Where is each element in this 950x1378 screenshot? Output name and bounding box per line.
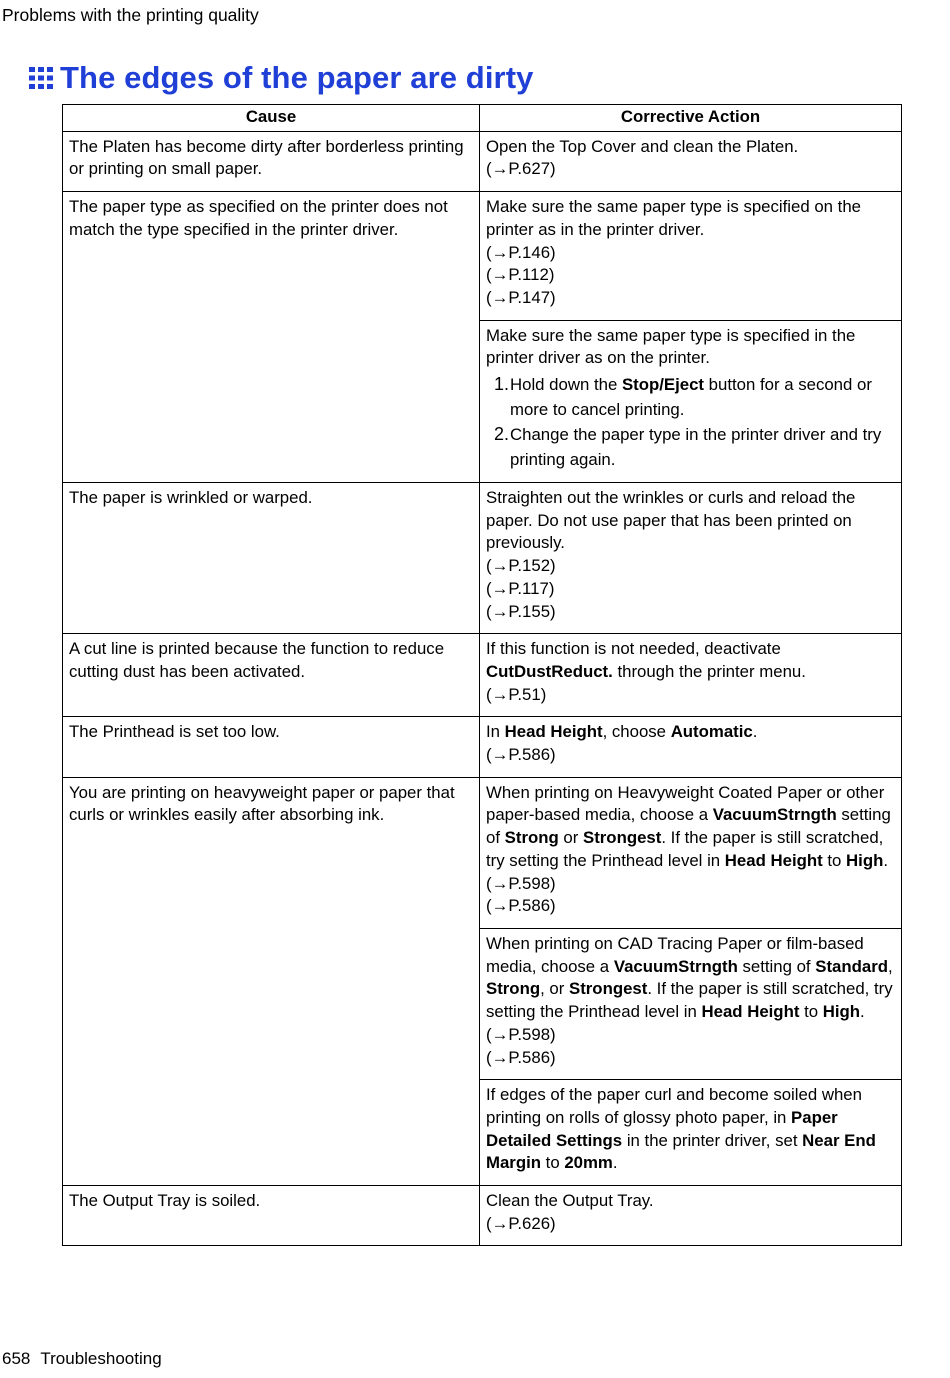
step-text — [510, 372, 895, 422]
text-run: . If the paper is still scratched, try setting the Printhead level in — [486, 828, 884, 870]
text-run: (→P.51) — [486, 684, 547, 704]
corrective-action-cell — [480, 634, 902, 717]
step-number: 2 . — [486, 422, 509, 472]
emphasized-term: Head Height — [724, 850, 823, 870]
corrective-action-cell — [480, 320, 902, 482]
page-reference — [486, 1024, 895, 1047]
text-run: (→P.598) — [486, 1024, 556, 1044]
emphasized-term: Near End Margin — [486, 1130, 876, 1173]
emphasized-term: VacuumStrngth — [712, 805, 837, 825]
page-title: The edges of the paper are dirty — [60, 60, 534, 95]
cause-cell: The paper type as specified on the printer does not match the type specified in the printer driver. — [63, 192, 480, 483]
emphasized-term: Strong — [486, 979, 541, 999]
action-text — [486, 1190, 895, 1213]
corrective-action-cell — [480, 192, 902, 321]
step-number: 1 . — [486, 372, 509, 422]
page-reference — [486, 744, 895, 767]
action-text — [486, 196, 895, 241]
table-header-row — [63, 105, 902, 132]
page-reference — [486, 684, 895, 707]
text-run: , choose — [602, 722, 671, 742]
action-text — [486, 487, 895, 555]
text-run: If this function is not needed, deactivate — [486, 639, 781, 659]
text-run: (→P.147) — [486, 287, 556, 307]
action-text — [486, 638, 895, 683]
text-run: (→P.586) — [486, 1047, 556, 1067]
text-run: Clean the Output Tray. — [486, 1191, 654, 1211]
text-run: (→P.112) — [486, 265, 555, 285]
grid-icon — [28, 66, 54, 90]
text-run: through the printer menu. — [612, 661, 806, 681]
action-text — [486, 325, 895, 370]
page-reference — [486, 601, 895, 624]
text-run: Make sure the same paper type is specified on the printer as in the printer driver. — [486, 197, 861, 239]
text-run: , — [888, 956, 893, 976]
text-run: (→P.586) — [486, 745, 556, 765]
steps-list — [486, 372, 895, 472]
running-header: Problems with the printing quality — [2, 5, 259, 25]
step-text — [510, 422, 895, 472]
emphasized-term: Strongest — [583, 828, 662, 848]
emphasized-term: Paper Detailed Settings — [486, 1107, 838, 1150]
cause-cell: A cut line is printed because the function to reduce cutting dust has been activated. — [63, 634, 480, 717]
text-run: or — [558, 828, 583, 848]
corrective-action-cell — [480, 483, 902, 634]
text-run: to — [822, 850, 847, 870]
corrective-action-cell — [480, 1186, 902, 1246]
action-text — [486, 782, 895, 873]
page-reference — [486, 1213, 895, 1236]
emphasized-term: VacuumStrngth — [613, 956, 738, 976]
cause-cell: The Printhead is set too low. — [63, 717, 480, 777]
text-run: Make sure the same paper type is specified in the printer driver as on the printer. — [486, 325, 856, 368]
text-run: to — [799, 1002, 823, 1022]
emphasized-term: Head Height — [701, 1002, 800, 1022]
cause-cell: You are printing on heavyweight paper or paper that curls or wrinkles easily after absorbing ink. — [63, 777, 480, 1185]
section-heading — [28, 60, 533, 96]
table-row — [63, 634, 902, 717]
page-reference — [486, 873, 895, 896]
corrective-action-cell — [480, 928, 902, 1079]
action-text — [486, 721, 895, 744]
text-run: (→P.146) — [486, 242, 556, 262]
step-item — [486, 372, 895, 422]
text-run: to — [541, 1153, 565, 1173]
text-run: Change the paper type in the printer driver and try printing again. — [510, 425, 882, 470]
text-run: setting of — [486, 805, 891, 848]
page-reference — [486, 264, 895, 287]
text-run: When printing on CAD Tracing Paper or film-based media, choose a — [486, 933, 864, 976]
troubleshooting-table — [62, 104, 902, 1246]
text-run: . — [752, 722, 758, 742]
text-run: (→P.598) — [486, 873, 556, 893]
emphasized-term: High — [822, 1002, 861, 1022]
text-run: Hold down the — [510, 375, 622, 395]
table-row — [63, 483, 902, 634]
text-run: (→P.626) — [486, 1213, 556, 1233]
table-row — [63, 1186, 902, 1246]
text-run: Straighten out the wrinkles or curls and reload the paper. Do not use paper that has been printed on previously. — [486, 488, 856, 553]
action-text — [486, 933, 895, 1024]
emphasized-term: Stop/Eject — [621, 375, 705, 395]
text-run: . — [612, 1153, 618, 1173]
emphasized-term: High — [846, 850, 884, 870]
page-reference — [486, 158, 895, 181]
step-item — [486, 422, 895, 472]
corrective-action-cell — [480, 717, 902, 777]
page-footer — [2, 1349, 162, 1369]
text-run: When printing on Heavyweight Coated Paper or other paper-based media, choose a — [486, 782, 885, 825]
corrective-action-cell — [480, 777, 902, 928]
action-text — [486, 136, 895, 159]
action-text — [486, 1084, 895, 1175]
table-row — [63, 131, 902, 191]
emphasized-term: Automatic — [670, 722, 753, 742]
table-body — [63, 131, 902, 1246]
column-header-cause: Cause — [63, 105, 480, 132]
text-run: . — [883, 850, 888, 870]
emphasized-term: Strong — [504, 828, 559, 848]
page-reference — [486, 242, 895, 265]
cause-cell: The Platen has become dirty after borderless printing or printing on small paper. — [63, 131, 480, 191]
text-run: . If the paper is still scratched, try setting the Printhead level in — [486, 979, 893, 1022]
page-reference — [486, 578, 895, 601]
footer-section: Troubleshooting — [40, 1349, 162, 1368]
text-run: (→P.117) — [486, 578, 555, 598]
text-run: (→P.155) — [486, 601, 556, 621]
emphasized-term: Strongest — [569, 979, 648, 999]
page-reference — [486, 895, 895, 918]
text-run: (→P.586) — [486, 896, 556, 916]
text-run: button for a second or more to cancel printing. — [510, 375, 872, 420]
text-run: in the printer driver, set — [622, 1130, 803, 1150]
corrective-action-cell — [480, 1080, 902, 1186]
text-run: , or — [540, 979, 569, 999]
table-row — [63, 192, 902, 321]
text-run: setting of — [737, 956, 816, 976]
table-row — [63, 717, 902, 777]
corrective-action-cell — [480, 131, 902, 191]
emphasized-term: Head Height — [504, 722, 603, 742]
page-number: 658 — [2, 1349, 31, 1368]
page-reference — [486, 555, 895, 578]
column-header-corrective-action: Corrective Action — [480, 105, 902, 132]
table-row — [63, 777, 902, 928]
cause-cell: The paper is wrinkled or warped. — [63, 483, 480, 634]
cause-cell: The Output Tray is soiled. — [63, 1186, 480, 1246]
text-run: If edges of the paper curl and become soiled when printing on rolls of glossy photo paper, in — [486, 1085, 862, 1127]
emphasized-term: Standard — [815, 956, 888, 976]
text-run: (→P.152) — [486, 556, 556, 576]
text-run: (→P.627) — [486, 159, 556, 179]
text-run: Open the Top Cover and clean the Platen. — [486, 136, 799, 156]
page-reference — [486, 1047, 895, 1070]
text-run: In — [486, 722, 505, 742]
page-reference — [486, 287, 895, 310]
text-run: . — [860, 1002, 865, 1022]
emphasized-term: CutDustReduct. — [486, 661, 613, 681]
emphasized-term: 20mm — [564, 1153, 613, 1173]
